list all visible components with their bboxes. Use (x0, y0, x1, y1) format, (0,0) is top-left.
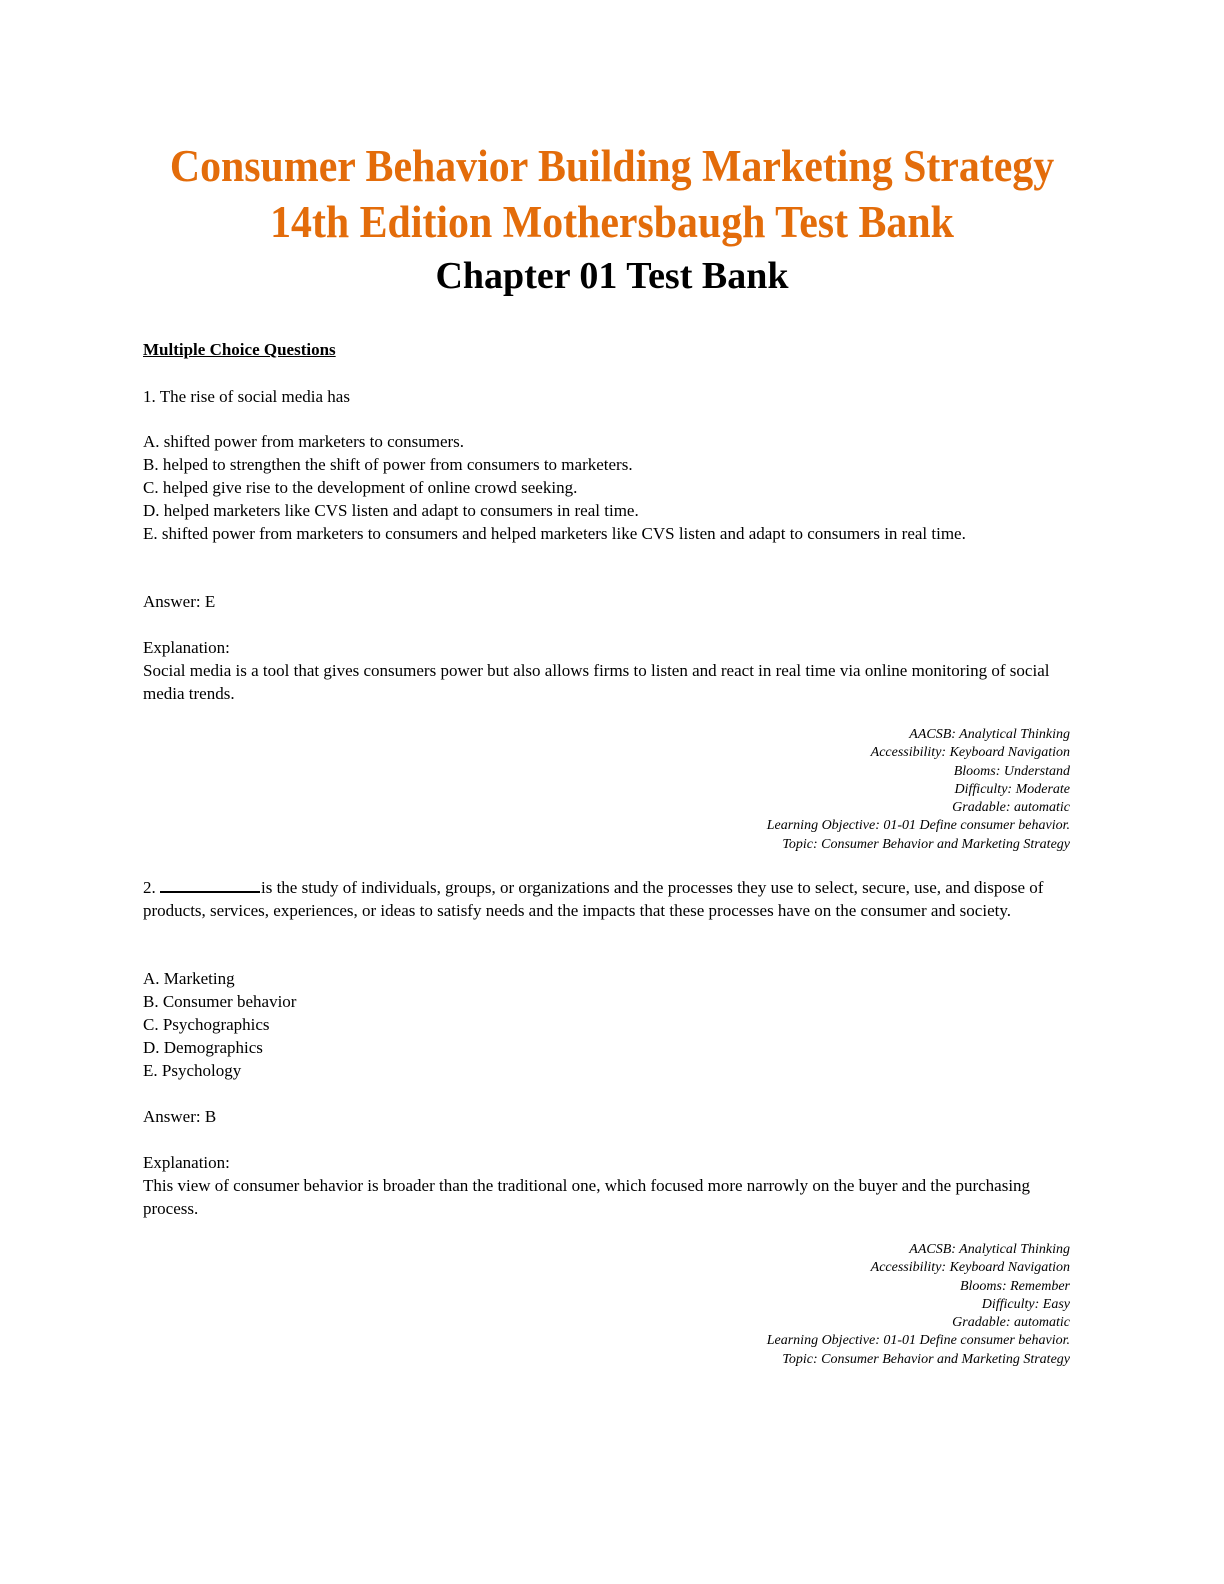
option-e: E. Psychology (143, 1061, 242, 1080)
question-1-stem (143, 385, 1083, 408)
meta-learning-objective: Learning Objective: 01-01 Define consumer behavior. (766, 818, 1070, 834)
explanation-label: Explanation: (143, 638, 230, 657)
document-title-line-2: 14th Edition Mothersbaugh Test Bank (270, 197, 954, 247)
option-e: E. shifted power from marketers to consumers and helped marketers like CVS listen and adapt to consumers in real time. (143, 524, 966, 543)
meta-gradable: Gradable: automatic (952, 800, 1070, 816)
document-title-line-1: Consumer Behavior Building Marketing Strategy (169, 141, 1055, 191)
question-number: 1. (143, 387, 156, 406)
question-text: The rise of social media has (159, 387, 350, 406)
option-d: D. Demographics (143, 1038, 263, 1057)
question-2-answer: Answer: B (143, 1107, 217, 1126)
option-b: B. helped to strengthen the shift of power from consumers to marketers. (143, 455, 633, 474)
meta-difficulty: Difficulty: Easy (981, 1296, 1070, 1312)
meta-aacsb: AACSB: Analytical Thinking (909, 727, 1070, 742)
question-1-metadata (767, 726, 1070, 854)
chapter-subtitle: Chapter 01 Test Bank (435, 255, 789, 297)
meta-accessibility: Accessibility: Keyboard Navigation (870, 745, 1070, 761)
question-2-stem (143, 876, 1083, 922)
option-c: C. helped give rise to the development of online crowd seeking. (143, 478, 578, 497)
meta-gradable: Gradable: automatic (952, 1315, 1070, 1331)
explanation-text: This view of consumer behavior is broader than the traditional one, which focused more narrowly on the buyer and the purchasing process. (143, 1176, 1031, 1218)
meta-topic: Topic: Consumer Behavior and Marketing Strategy (782, 836, 1070, 852)
question-text: is the study of individuals, groups, or organizations and the processes they use to select, secure, use, and dispose of products, services, experiences, or ideas to satisfy needs and the impacts that these processes have on the consumer and society. (143, 878, 1044, 920)
meta-aacsb: AACSB: Analytical Thinking (909, 1242, 1070, 1257)
option-c: C. Psychographics (143, 1015, 270, 1034)
explanation-text: Social media is a tool that gives consumers power but also allows firms to listen and react in real time via online monitoring of social media trends. (143, 661, 1050, 703)
explanation-label: Explanation: (143, 1153, 230, 1172)
option-a: A. Marketing (143, 969, 235, 988)
question-1-options (143, 430, 1083, 545)
question-1-explanation (143, 636, 1083, 705)
question-2-explanation (143, 1151, 1083, 1220)
fill-in-blank (160, 877, 260, 893)
section-heading: Multiple Choice Questions (143, 340, 336, 359)
option-d: D. helped marketers like CVS listen and adapt to consumers in real time. (143, 501, 639, 520)
option-a: A. shifted power from marketers to consumers. (143, 432, 465, 451)
meta-topic: Topic: Consumer Behavior and Marketing Strategy (782, 1351, 1070, 1367)
option-b: B. Consumer behavior (143, 992, 297, 1011)
meta-blooms: Blooms: Understand (953, 763, 1070, 779)
question-2-metadata (767, 1241, 1070, 1369)
meta-blooms: Blooms: Remember (959, 1278, 1070, 1294)
question-number: 2. (143, 878, 156, 897)
meta-accessibility: Accessibility: Keyboard Navigation (870, 1260, 1070, 1276)
meta-learning-objective: Learning Objective: 01-01 Define consumer behavior. (766, 1333, 1070, 1349)
question-1-answer: Answer: E (143, 592, 216, 611)
meta-difficulty: Difficulty: Moderate (954, 781, 1070, 797)
question-2-options (143, 967, 1083, 1082)
